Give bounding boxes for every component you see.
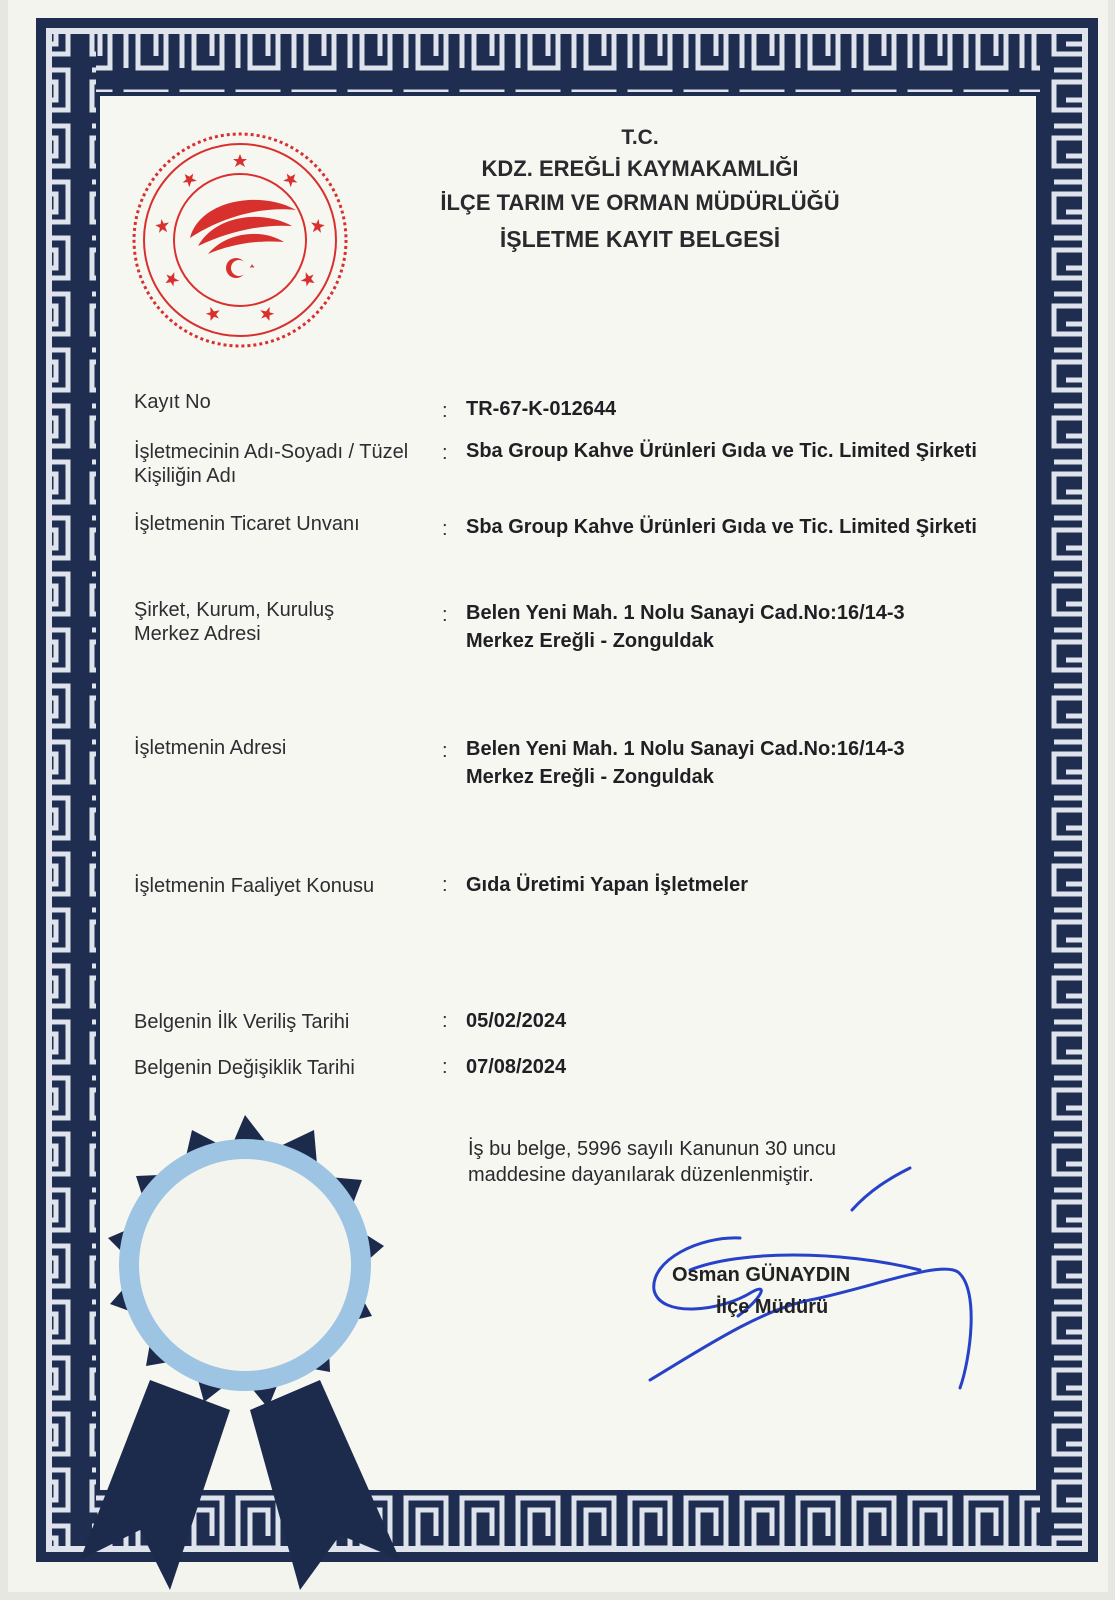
header-district: KDZ. EREĞLİ KAYMAKAMLIĞI	[481, 156, 799, 181]
field-colon: :	[442, 740, 448, 762]
field-label-hq-address: Şirket, Kurum, Kuruluş Merkez Adresi	[134, 599, 335, 645]
legal-note	[468, 1136, 938, 1188]
field-label-operator-name: İşletmecinin Adı-Soyadı / Tüzel Kişiliğin Adı	[134, 441, 409, 487]
field-label-issue-date: Belgenin İlk Veriliş Tarihi	[134, 1011, 350, 1033]
field-label-business-address: İşletmenin Adresi	[134, 737, 287, 759]
header-directorate: İLÇE TARIM VE ORMAN MÜDÜRLÜĞÜ	[440, 190, 840, 215]
field-label-kayit-no: Kayıt No	[134, 391, 211, 413]
field-value-business-address-line2: Merkez Ereğli - Zonguldak	[466, 766, 714, 788]
signatory-name: Osman GÜNAYDIN	[672, 1264, 851, 1286]
field-value-operator-name: Sba Group Kahve Ürünleri Gıda ve Tic. Limited Şirketi	[466, 440, 977, 462]
field-colon: :	[442, 400, 448, 422]
field-colon: :	[442, 442, 448, 464]
field-colon: :	[442, 1056, 448, 1078]
field-colon: :	[442, 874, 448, 896]
field-colon: :	[442, 518, 448, 540]
document-title: İŞLETME KAYIT BELGESİ	[499, 226, 781, 252]
field-label-trade-name: İşletmenin Ticaret Unvanı	[134, 513, 360, 535]
signatory-title: İlçe Müdürü	[716, 1296, 829, 1318]
field-colon: :	[442, 1010, 448, 1032]
field-label-activity: İşletmenin Faaliyet Konusu	[134, 875, 375, 897]
field-value-hq-address-line2: Merkez Ereğli - Zonguldak	[466, 630, 714, 652]
field-value-kayit-no: TR-67-K-012644	[466, 398, 617, 420]
legal-note-line1: İş bu belge, 5996 sayılı Kanunun 30 uncu	[468, 1138, 837, 1160]
field-value-trade-name: Sba Group Kahve Ürünleri Gıda ve Tic. Limited Şirketi	[466, 516, 977, 538]
field-label-change-date: Belgenin Değişiklik Tarihi	[134, 1057, 355, 1079]
field-value-hq-address-line1: Belen Yeni Mah. 1 Nolu Sanayi Cad.No:16/14-3	[466, 602, 905, 624]
header-tc: T.C.	[621, 126, 659, 149]
field-value-issue-date: 05/02/2024	[466, 1010, 567, 1032]
field-colon: :	[442, 604, 448, 626]
field-value-activity: Gıda Üretimi Yapan İşletmeler	[466, 874, 748, 896]
legal-note-line2: maddesine dayanılarak düzenlenmiştir.	[468, 1164, 814, 1186]
field-value-business-address-line1: Belen Yeni Mah. 1 Nolu Sanayi Cad.No:16/14-3	[466, 738, 905, 760]
field-value-change-date: 07/08/2024	[466, 1056, 567, 1078]
